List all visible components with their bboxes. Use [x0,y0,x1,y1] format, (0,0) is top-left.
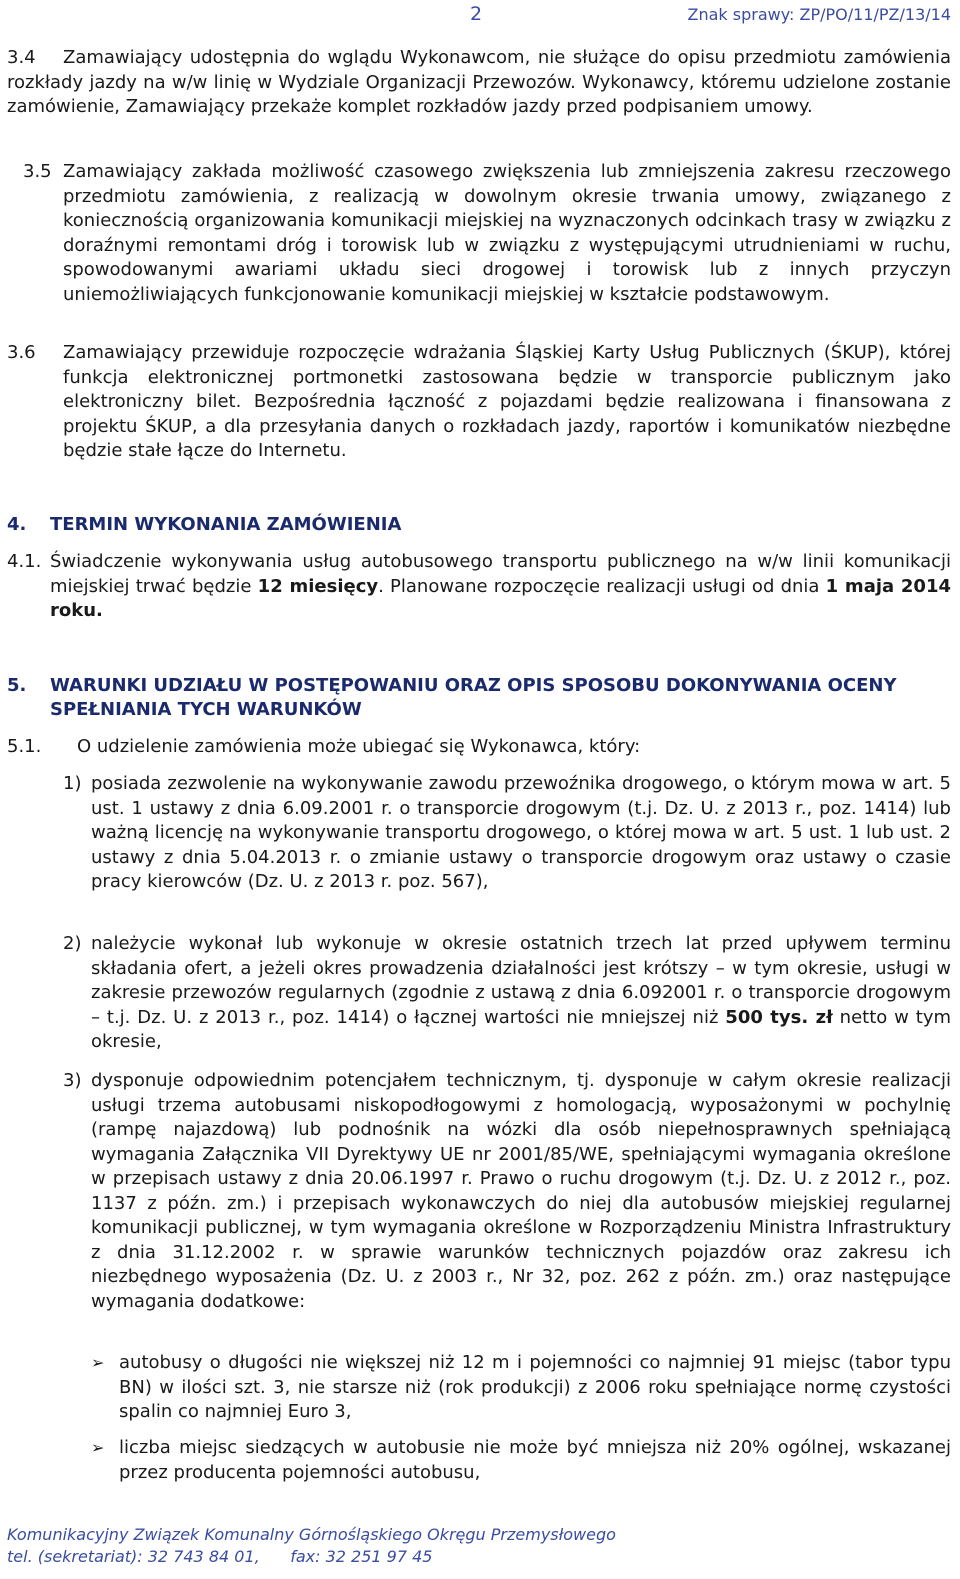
section-5-number: 5. [7,675,27,696]
section-4-1 [50,550,951,624]
duration-value: 12 miesięcy [257,575,379,597]
value-threshold: 500 tys. zł [725,1006,833,1028]
bullet-item-2 [119,1436,951,1485]
page-number: 2 [470,3,483,25]
bullet-item-2-text: liczba miejsc siedzących w autobusie nie może być mniejsza niż 20% ogólnej, wskazanej przez producenta pojemności autobusu, [119,1437,951,1483]
section-5-1-text: O udzielenie zamówienia może ubiegać się Wykonawca, który: [77,736,641,757]
bullet-item-1-text: autobusy o długości nie większej niż 12 m i pojemności co najmniej 91 miejsc (tabor typu BN) w ilości szt. 3, nie starsze niż (rok produkcji) z 2006 roku spełniające normę czystości spalin co najmniej Euro 3, [119,1352,951,1422]
bullet-item-1 [119,1351,951,1425]
section-5-heading: WARUNKI UDZIAŁU W POSTĘPOWANIU ORAZ OPIS SPOSOBU DOKONYWANIA OCENY SPEŁNIANIA TYCH WARUNKÓW [50,675,897,720]
case-reference: Znak sprawy: ZP/PO/11/PZ/13/14 [687,5,951,24]
list-item-3-text: dysponuje odpowiednim potencjałem technicznym, tj. dysponuje w całym okresie realizacji usługi trzema autobusami niskopodłogowymi z homologacją, wyposażonymi w pochylnię (rampę najazdową) lub podnośnik na wózki dla osób niepełnosprawnych spełniającą wymagania Załącznika VII Dyrektywy UE nr 2001/85/WE, spełniającymi wymagania określone w przepisach ustawy z dnia 20.06.1997 r. Prawo o ruchu drogowym (t.j. Dz. U. z 2012 r., poz. 1137 z późn. zm.) i przepisach wykonawczych do niej dla autobusów miejskiej regularnej komunikacji publicznej, w tym wymagania określone w Rozporządzeniu Ministra Infrastruktury z dnia 31.12.2002 r. w sprawie warunków technicznych pojazdów oraz zakresu ich niezbędnego wyposażenia (Dz. U. z 2003 r., Nr 32, poz. 262 z późn. zm.) oraz następujące wymagania dodatkowe: [91,1070,951,1312]
list-item-2-text-a: należycie wykonał lub wykonuje w okresie ostatnich trzech lat przed upływem terminu składania ofert, a jeżeli okres prowadzenia działalności jest krótszy – w tym okresie, usługi w zakresie przewozów regularnych (zgodnie z ustawą z dnia 6.092001 r. o transporcie drogowym – t.j. Dz. U. z 2013 r., poz. 1414) o łącznej wartości nie mniejszej niż [91,933,951,1028]
list-item-3-number: 3) [63,1070,82,1091]
list-item-2-text-c: netto w tym okresie, [91,1006,952,1052]
arrow-bullet-icon: ➢ [91,1438,105,1457]
section-3-5 [63,160,951,307]
list-item-2-number: 2) [63,933,82,954]
list-item-1-text: posiada zezwolenie na wykonywanie zawodu przewoźnika drogowego, o którym mowa w art. 5 ust. 1 ustawy z dnia 6.09.2001 r. o transporcie drogowym (t.j. Dz. U. z 2013 r., poz. 1414) lub ważną licencję na wykonywanie transportu drogowego, o której mowa w art. 5 ust. 1 lub ust. 2 ustawy z dnia 5.04.2013 r. o zmianie ustawy o transporcie drogowym oraz ustawy o czasie pracy kierowców (Dz. U. z 2013 r. poz. 567), [91,773,951,892]
footer-contact: tel. (sekretariat): 32 743 84 01, fax: 32 251 97 45 [7,1547,433,1566]
section-3-5-number: 3.5 [23,161,52,182]
section-5-1-intro [77,735,951,760]
section-3-4 [7,46,951,120]
list-item-2 [91,932,951,1055]
section-4-number: 4. [7,514,27,535]
section-3-6 [63,341,951,464]
section-3-6-text: Zamawiający przewiduje rozpoczęcie wdrażania Śląskiej Karty Usług Publicznych (ŚKUP), której funkcja elektronicznej portmonetki zastosowana będzie w transporcie publicznym jako elektroniczny bilet. Bezpośrednia łączność z pojazdami będzie realizowana i finansowana z projektu ŚKUP, a dla przesyłania danych o rozkładach jazdy, raportów i komunikatów niezbędne będzie stałe łącze do Internetu. [63,342,951,461]
list-item-1-number: 1) [63,773,82,794]
list-item-3 [91,1069,951,1314]
section-3-4-text: Zamawiający udostępnia do wglądu Wykonawcom, nie służące do opisu przedmiotu zamówienia rozkłady jazdy na w/w linię w Wydziale Organizacji Przewozów. Wykonawcy, któremu udzielone zostanie zamówienie, Zamawiający przekaże komplet rozkładów jazdy przed podpisaniem umowy. [7,47,951,117]
section-4-1-text-c: . Planowane rozpoczęcie realizacji usługi od dnia [378,575,826,597]
section-3-4-number: 3.4 [7,47,36,68]
section-4-1-number: 4.1. [7,551,42,572]
footer-organization: Komunikacyjny Związek Komunalny Górnośląskiego Okręgu Przemysłowego [7,1525,616,1544]
section-3-6-number: 3.6 [7,342,36,363]
arrow-bullet-icon: ➢ [91,1353,105,1372]
section-4-1-text-a: Świadczenie wykonywania usług autobusowego transportu publicznego na w/w linii komunikacji miejskiej trwać będzie [50,551,951,597]
section-4-heading: TERMIN WYKONANIA ZAMÓWIENIA [50,514,402,535]
section-3-5-text: Zamawiający zakłada możliwość czasowego zwiększenia lub zmniejszenia zakresu rzeczowego przedmiotu zamówienia, z realizacją w dowolnym okresie trwania umowy, związanego z koniecznością organizowania komunikacji miejskiej na wyznaczonych odcinkach trasy w związku z doraźnymi remontami dróg i torowisk lub w związku z występującymi utrudnieniami w ruchu, spowodowanymi awariami układu sieci drogowej i torowisk lub z innych przyczyn uniemożliwiających funkcjonowanie komunikacji miejskiej w kształcie podstawowym. [63,161,951,305]
start-date: 1 maja 2014 roku. [50,575,952,621]
list-item-1 [91,772,951,895]
section-5-1-number: 5.1. [7,736,42,757]
